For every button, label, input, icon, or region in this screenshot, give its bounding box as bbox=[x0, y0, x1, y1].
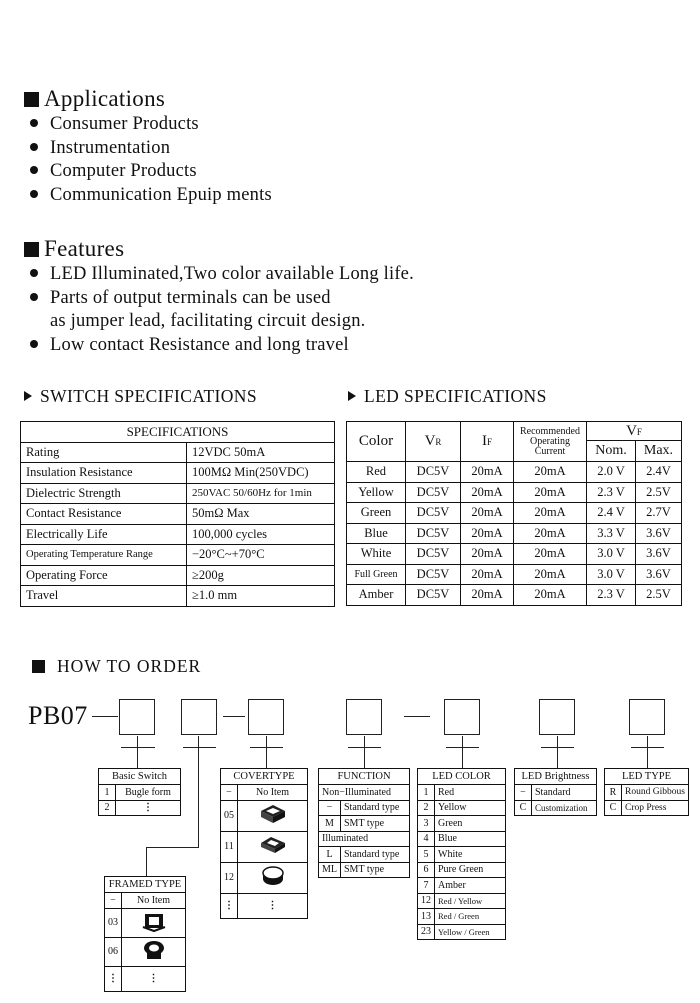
list-item: Computer Products bbox=[24, 160, 272, 184]
bullet-icon bbox=[30, 293, 38, 301]
part-number-prefix: PB07 bbox=[28, 701, 88, 730]
table-row: Rating 12VDC 50mA bbox=[21, 442, 335, 463]
list-item: Consumer Products bbox=[24, 113, 272, 137]
order-box-led-type bbox=[629, 699, 665, 735]
cover-05-image bbox=[238, 800, 308, 831]
frame-square-icon bbox=[139, 909, 169, 933]
table-row: − No Item bbox=[221, 785, 308, 801]
switch-spec-table bbox=[20, 421, 335, 607]
triangle-bullet-icon bbox=[348, 391, 356, 401]
vf-header: VF bbox=[587, 422, 682, 441]
connector bbox=[557, 736, 558, 747]
table-row: R Round Gibbous bbox=[605, 785, 689, 801]
table-row: Insulation Resistance 100MΩ Min(250VDC) bbox=[21, 463, 335, 484]
table-row: − Standard type bbox=[319, 800, 410, 816]
cover-rect-icon bbox=[258, 834, 288, 856]
framed-type-table: FRAMED TYPE − No Item 03 06 ⋮ ⋮ bbox=[104, 876, 186, 992]
table-row: 4 Blue bbox=[418, 831, 506, 847]
connector bbox=[137, 747, 138, 769]
table-row: Operating Force ≥200g bbox=[21, 565, 335, 586]
list-item: Parts of output terminals can be used bbox=[24, 287, 414, 311]
table-row: 12 Red / Yellow bbox=[418, 893, 506, 909]
applications-heading: Applications bbox=[24, 86, 165, 112]
table-row: 2 ⋮ bbox=[99, 800, 181, 816]
table-row: Green DC5V 20mA 20mA 2.4 V 2.7V bbox=[347, 503, 682, 524]
connector bbox=[364, 736, 365, 747]
led-color-table: LED COLOR 1 Red 2 Yellow 3 Green 4 Blue 5 White 6 Pure Green 7 Amber 12 Red / Yellow 13 Red / Green 23 Yellow / Green bbox=[417, 768, 506, 940]
table-row: Illuminated bbox=[319, 831, 410, 847]
table-row: White DC5V 20mA 20mA 3.0 V 3.6V bbox=[347, 544, 682, 565]
table-row: 5 White bbox=[418, 847, 506, 863]
order-box-function bbox=[346, 699, 382, 735]
table-row: 12 bbox=[221, 862, 308, 893]
order-box-led-brightness bbox=[539, 699, 575, 735]
table-row: Red DC5V 20mA 20mA 2.0 V 2.4V bbox=[347, 462, 682, 483]
table-row: Blue DC5V 20mA 20mA 3.3 V 3.6V bbox=[347, 523, 682, 544]
table-row: 05 bbox=[221, 800, 308, 831]
max-header: Max. bbox=[635, 441, 681, 462]
table-row: − Standard bbox=[515, 785, 597, 801]
bullet-icon bbox=[30, 166, 38, 174]
table-row: 06 bbox=[105, 937, 186, 966]
table-row: C Crop Press bbox=[605, 800, 689, 816]
features-heading: Features bbox=[24, 236, 124, 262]
connector bbox=[137, 736, 138, 747]
connector bbox=[462, 736, 463, 747]
bullet-icon bbox=[30, 269, 38, 277]
function-table: FUNCTION Non−Illuminated − Standard type M SMT type Illuminated L Standard type ML SMT type bbox=[318, 768, 410, 878]
order-box-framed-type bbox=[181, 699, 217, 735]
cover-12-image bbox=[238, 862, 308, 893]
table-row: 6 Pure Green bbox=[418, 862, 506, 878]
table-row: 23 Yellow / Green bbox=[418, 924, 506, 940]
bullet-icon bbox=[30, 190, 38, 198]
framed-06-image bbox=[122, 937, 186, 966]
connector bbox=[198, 736, 199, 747]
table-row: C Customization bbox=[515, 800, 597, 816]
bullet-icon bbox=[30, 143, 38, 151]
square-bullet-icon bbox=[24, 242, 39, 257]
framed-03-image bbox=[122, 908, 186, 937]
order-box-cover-type bbox=[248, 699, 284, 735]
switch-specs-title: SWITCH SPECIFICATIONS bbox=[24, 386, 257, 407]
table-row: Electrically Life 100,000 cycles bbox=[21, 524, 335, 545]
table-row: Yellow DC5V 20mA 20mA 2.3 V 2.5V bbox=[347, 482, 682, 503]
table-row: 3 Green bbox=[418, 816, 506, 832]
connector bbox=[266, 736, 267, 747]
table-row: 1 Bugle form bbox=[99, 785, 181, 801]
square-bullet-icon bbox=[32, 660, 45, 673]
features-list bbox=[24, 263, 414, 357]
table-row: Dielectric Strength 250VAC 50/60Hz for 1min bbox=[21, 483, 335, 504]
cover-square-icon bbox=[258, 803, 288, 825]
list-item: as jumper lead, facilitating circuit design. bbox=[50, 311, 366, 331]
table-row: Full Green DC5V 20mA 20mA 3.0 V 3.6V bbox=[347, 564, 682, 585]
triangle-bullet-icon bbox=[24, 391, 32, 401]
table-row: M SMT type bbox=[319, 816, 410, 832]
order-box-basic-switch bbox=[119, 699, 155, 735]
connector bbox=[647, 747, 648, 769]
connector bbox=[557, 747, 558, 769]
table-row: L Standard type bbox=[319, 847, 410, 863]
led-brightness-table: LED Brightness − Standard C Customization bbox=[514, 768, 597, 816]
table-row: − No Item bbox=[105, 893, 186, 909]
list-item: Low contact Resistance and long travel bbox=[24, 334, 414, 358]
table-row: 1 Red bbox=[418, 785, 506, 801]
table-header: SPECIFICATIONS bbox=[21, 422, 335, 443]
how-to-order-heading: HOW TO ORDER bbox=[32, 656, 201, 677]
bullet-icon bbox=[30, 340, 38, 348]
bullet-icon bbox=[30, 119, 38, 127]
table-row: 2 Yellow bbox=[418, 800, 506, 816]
connector bbox=[146, 847, 199, 848]
table-row: Travel ≥1.0 mm bbox=[21, 586, 335, 607]
frame-round-icon bbox=[139, 938, 169, 962]
table-row: Non−Illuminated bbox=[319, 785, 410, 801]
connector bbox=[364, 747, 365, 769]
dash-separator bbox=[92, 716, 118, 717]
table-row: Operating Temperature Range −20°C~+70°C bbox=[21, 545, 335, 566]
list-item: LED Illuminated,Two color available Long life. bbox=[24, 263, 414, 287]
dash-separator bbox=[404, 716, 430, 717]
table-row: 7 Amber bbox=[418, 878, 506, 894]
led-spec-table bbox=[346, 421, 682, 606]
color-header: Color bbox=[347, 422, 406, 462]
table-row: 11 bbox=[221, 831, 308, 862]
cover-round-icon bbox=[258, 865, 288, 887]
vr-header: VR bbox=[406, 422, 461, 462]
table-row: 03 bbox=[105, 908, 186, 937]
cover-type-table: COVERTYPE − No Item 05 11 12 ⋮ ⋮ bbox=[220, 768, 308, 919]
connector bbox=[183, 747, 216, 748]
table-row: Amber DC5V 20mA 20mA 2.3 V 2.5V bbox=[347, 585, 682, 606]
list-item: Communication Epuip ments bbox=[24, 184, 272, 208]
nom-header: Nom. bbox=[587, 441, 636, 462]
connector bbox=[462, 747, 463, 769]
table-row: ML SMT type bbox=[319, 862, 410, 878]
dash-separator bbox=[223, 716, 245, 717]
connector bbox=[146, 847, 147, 876]
applications-list bbox=[24, 113, 272, 207]
table-row: 13 Red / Green bbox=[418, 909, 506, 925]
rec-current-header: Recommended Operating Current bbox=[514, 422, 587, 462]
led-type-table: LED TYPE R Round Gibbous C Crop Press bbox=[604, 768, 689, 816]
square-bullet-icon bbox=[24, 92, 39, 107]
table-row: ⋮ ⋮ bbox=[221, 893, 308, 918]
cover-11-image bbox=[238, 831, 308, 862]
connector bbox=[198, 747, 199, 847]
table-row: Contact Resistance 50mΩ Max bbox=[21, 504, 335, 525]
if-header: IF bbox=[461, 422, 514, 462]
table-row: ⋮ ⋮ bbox=[105, 966, 186, 991]
basic-switch-table: Basic Switch 1 Bugle form 2 ⋮ bbox=[98, 768, 181, 816]
led-specs-title: LED SPECIFICATIONS bbox=[348, 386, 547, 407]
list-item: Instrumentation bbox=[24, 137, 272, 161]
connector bbox=[647, 736, 648, 747]
order-box-led-color bbox=[444, 699, 480, 735]
connector bbox=[266, 747, 267, 769]
